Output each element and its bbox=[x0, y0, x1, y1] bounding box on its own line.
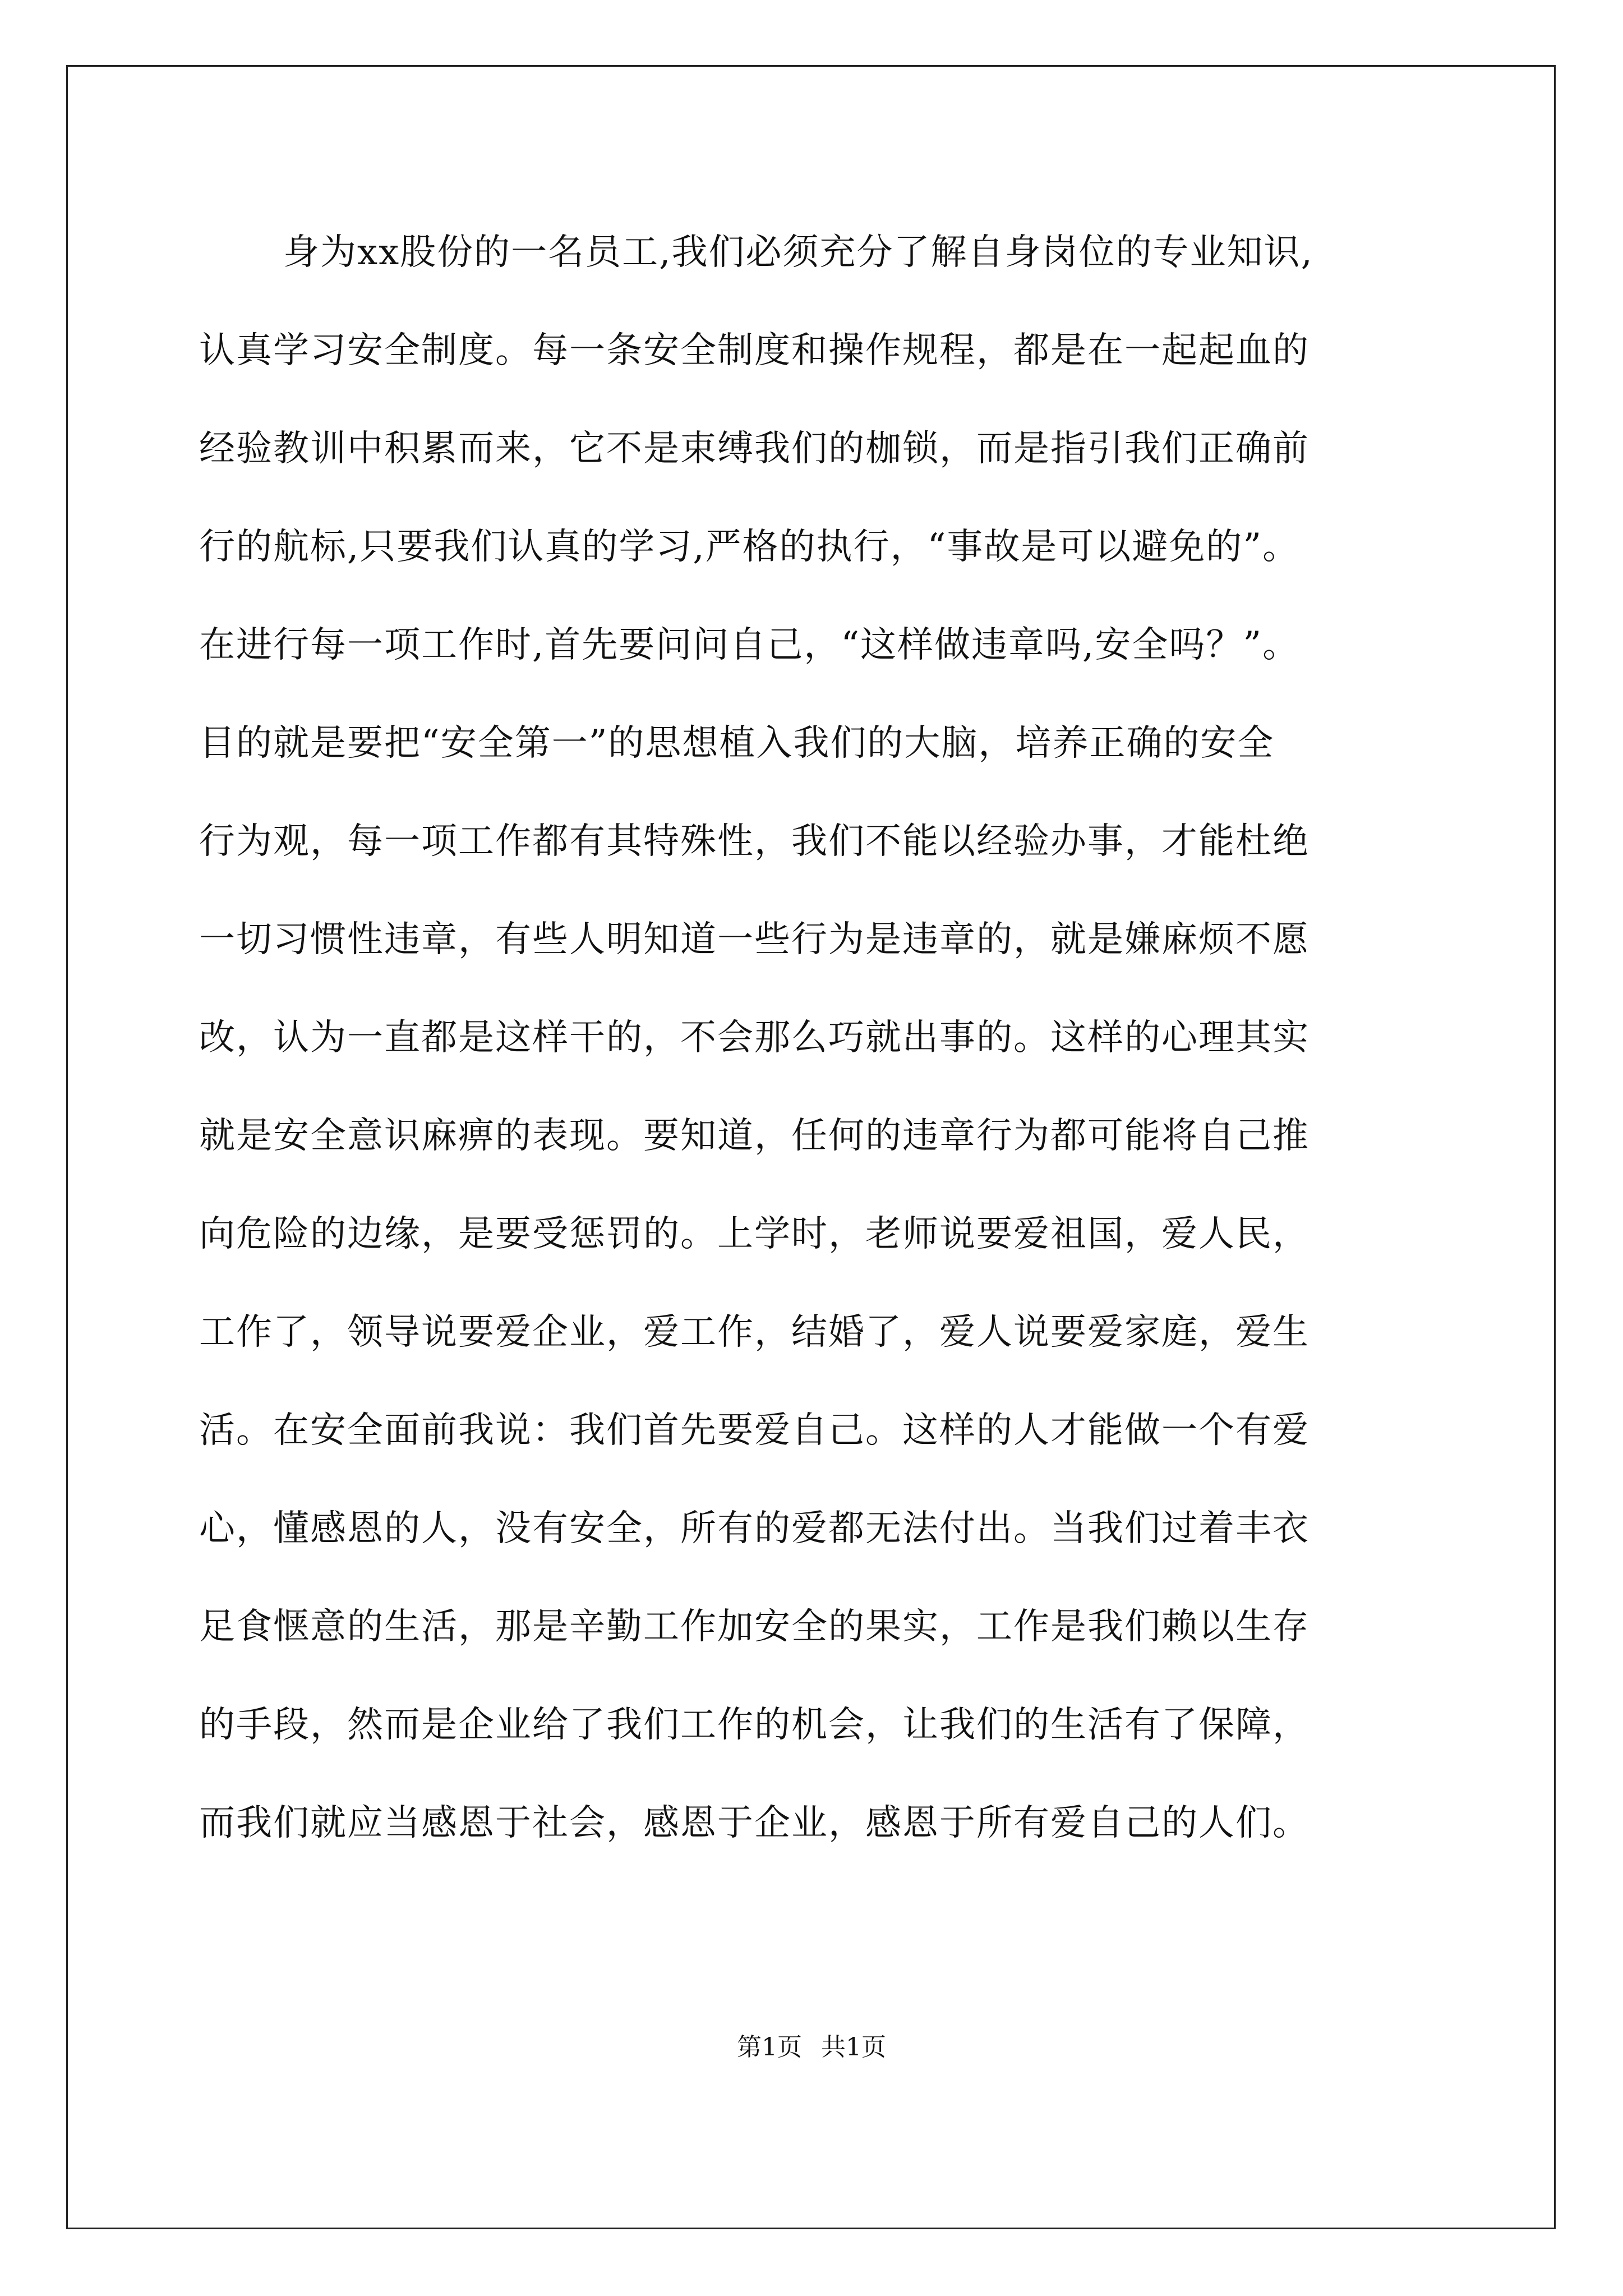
text-line: 认真学习安全制度。每一条安全制度和操作规程，都是在一起起血的 bbox=[199, 330, 1310, 371]
text-line: 向危险的边缘，是要受惩罚的。上学时，老师说要爱祖国，爱人民， bbox=[199, 1213, 1310, 1255]
text-line: 在进行每一项工作时,首先要问问自己，“这样做违章吗,安全吗？”。 bbox=[199, 624, 1300, 666]
page-footer bbox=[0, 2031, 1623, 2064]
text-line: 心，懂感恩的人，没有安全，所有的爱都无法付出。当我们过着丰衣 bbox=[199, 1508, 1310, 1549]
text-line: 身为xx股份的一名员工,我们必须充分了解自身岗位的专业知识, bbox=[283, 232, 1313, 273]
page-number: 第1页 bbox=[737, 2033, 802, 2062]
text-line: 目的就是要把“安全第一”的思想植入我们的大脑，培养正确的安全 bbox=[199, 723, 1275, 764]
text-line: 而我们就应当感恩于社会，感恩于企业，感恩于所有爱自己的人们。 bbox=[199, 1802, 1310, 1844]
text-line: 经验教训中积累而来，它不是束缚我们的枷锁，而是指引我们正确前 bbox=[199, 428, 1310, 470]
text-line: 活。在安全面前我说：我们首先要爱自己。这样的人才能做一个有爱 bbox=[199, 1410, 1310, 1451]
text-line: 就是安全意识麻痹的表现。要知道，任何的违章行为都可能将自己推 bbox=[199, 1115, 1310, 1157]
text-line: 行为观，每一项工作都有其特殊性，我们不能以经验办事，才能杜绝 bbox=[199, 821, 1310, 862]
text-line: 改，认为一直都是这样干的，不会那么巧就出事的。这样的心理其实 bbox=[199, 1017, 1310, 1059]
text-line: 工作了，领导说要爱企业，爱工作，结婚了，爱人说要爱家庭，爱生 bbox=[199, 1312, 1310, 1353]
text-line: 行的航标,只要我们认真的学习,严格的执行，“事故是可以避免的”。 bbox=[199, 526, 1300, 568]
text-line: 的手段，然而是企业给了我们工作的机会，让我们的生活有了保障， bbox=[199, 1704, 1310, 1746]
text-line: 足食惬意的生活，那是辛勤工作加安全的果实，工作是我们赖以生存 bbox=[199, 1606, 1310, 1648]
text-line: 一切习惯性违章，有些人明知道一些行为是违章的，就是嫌麻烦不愿 bbox=[199, 919, 1310, 960]
page-total: 共1页 bbox=[821, 2033, 886, 2062]
